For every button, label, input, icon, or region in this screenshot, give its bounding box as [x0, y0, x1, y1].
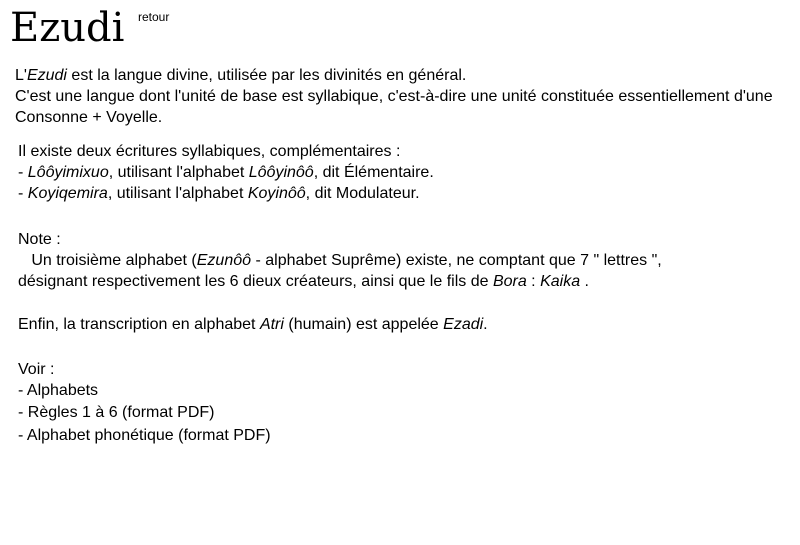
- alphabet-name: Lôôyinôô: [248, 164, 314, 181]
- note-line-1: [18, 250, 662, 271]
- page-title: Ezudi: [10, 5, 125, 51]
- note-label: Note :: [18, 231, 61, 248]
- intro-text: est la langue divine, utilisée par les divinités en général.: [66, 67, 467, 84]
- note-text: désignant respectivement les 6 dieux créateurs, ainsi que le fils de: [18, 273, 493, 290]
- note-text: Un troisième alphabet (: [18, 252, 197, 269]
- see-also-section: [18, 359, 271, 446]
- god-name: Bora: [492, 273, 527, 290]
- scripts-section: [18, 141, 434, 204]
- transcription-paragraph: [18, 314, 488, 335]
- alphabets-link[interactable]: - Alphabets: [18, 382, 99, 399]
- list-text: , utilisant l'alphabet: [107, 185, 248, 202]
- transcription-text: (humain) est appelée: [283, 316, 444, 333]
- script-name: Koyiqemira: [27, 185, 108, 202]
- scripts-item: [18, 162, 434, 183]
- alphabet-name: Ezunôô: [196, 252, 252, 269]
- back-link[interactable]: retour: [138, 10, 170, 24]
- transcription-text: Enfin, la transcription en alphabet: [18, 316, 260, 333]
- note-text: :: [526, 273, 541, 290]
- phonetic-alphabet-pdf-link[interactable]: - Alphabet phonétique (format PDF): [18, 427, 271, 444]
- note-section: [18, 229, 662, 292]
- intro-line-1: [15, 65, 773, 86]
- ezudi-term: Ezudi: [26, 67, 67, 84]
- list-text: , dit Élémentaire.: [313, 164, 434, 181]
- list-text: , dit Modulateur.: [305, 185, 420, 202]
- list-text: , utilisant l'alphabet: [108, 164, 249, 181]
- list-dash: -: [18, 185, 28, 202]
- intro-line-2: C'est une langue dont l'unité de base est syllabique, c'est-à-dire une unité constituée essentiellement d'une: [15, 88, 773, 105]
- son-name: Kaika: [540, 273, 581, 290]
- transcription-line: [18, 314, 488, 335]
- see-also-label: Voir :: [18, 361, 55, 378]
- transcription-name: Ezadi: [443, 316, 484, 333]
- list-dash: -: [18, 164, 28, 181]
- alphabet-name: Atri: [259, 316, 284, 333]
- transcription-text: .: [483, 316, 488, 333]
- alphabet-name: Koyinôô: [247, 185, 306, 202]
- scripts-heading: Il existe deux écritures syllabiques, complémentaires :: [18, 143, 401, 160]
- note-line-2: [18, 271, 662, 292]
- intro-paragraph: [15, 65, 773, 128]
- intro-line-3: Consonne + Voyelle.: [15, 109, 163, 126]
- note-text: - alphabet Suprême) existe, ne comptant que 7 " lettres ",: [251, 252, 662, 269]
- scripts-item: [18, 183, 434, 204]
- intro-text: L': [15, 67, 27, 84]
- note-text: .: [580, 273, 589, 290]
- rules-pdf-link[interactable]: - Règles 1 à 6 (format PDF): [18, 404, 215, 421]
- script-name: Lôôyimixuo: [27, 164, 109, 181]
